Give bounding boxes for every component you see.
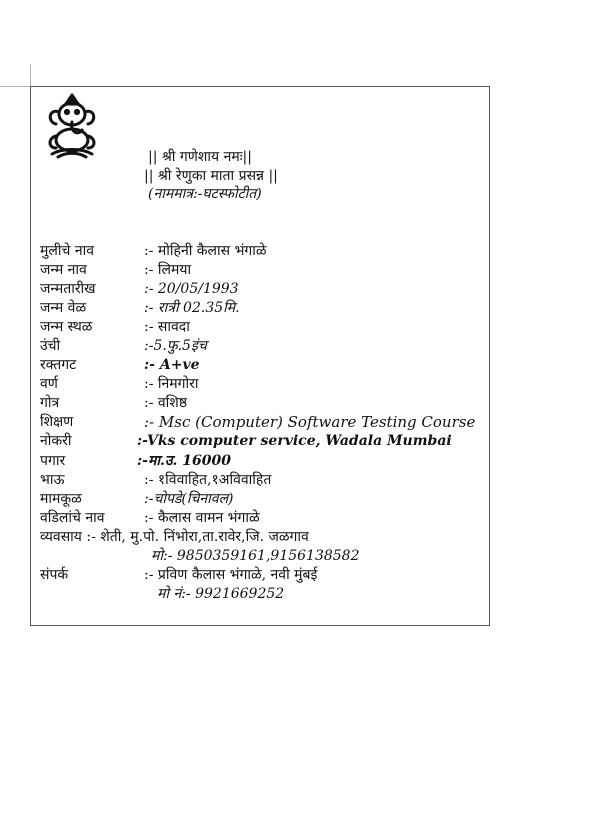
- field-label: जन्म स्थळ: [40, 319, 93, 335]
- crop-mark-vertical: [30, 64, 31, 86]
- field-label: वडिलांचे नाव: [40, 510, 105, 526]
- field-value: :- Msc (Computer) Software Testing Course: [144, 413, 476, 431]
- field-value: :-मा.उ. 16000: [137, 453, 231, 469]
- field-label: जन्म वेळ: [40, 300, 87, 316]
- field-label: भाऊ: [40, 472, 65, 488]
- field-label: जन्मतारीख: [40, 281, 96, 297]
- field-value: :- कैलास वामन भंगाळे: [144, 510, 260, 526]
- field-value: :-Vks computer service, Wadala Mumbai: [137, 433, 452, 449]
- field-label: मुलीचे नाव: [40, 243, 95, 259]
- field-value: :-5.फु.5इंच: [144, 338, 207, 354]
- header-invocation-ganesha: || श्री गणेशाय नमः||: [148, 149, 252, 165]
- field-value: :- लिमया: [144, 262, 192, 278]
- crop-mark-horizontal: [0, 86, 30, 87]
- business-mobile: मो:- 9850359161,9156138582: [151, 548, 360, 564]
- business-line: व्यवसाय :- शेती, मु.पो. निंभोरा,ता.रावेर,जि. जळगाव: [40, 529, 309, 545]
- header-invocation-renuka: || श्री रेणुका माता प्रसन्न ||: [144, 168, 278, 184]
- field-value: :- निमगोरा: [144, 376, 199, 392]
- field-value: :- A+ve: [144, 357, 200, 373]
- field-value: :-चोपडे(चिनावल): [144, 491, 234, 507]
- contact-label: संपर्क: [40, 567, 69, 583]
- field-label: मामकूळ: [40, 491, 82, 507]
- field-value: :- रात्री 02.35मि.: [144, 300, 240, 316]
- contact-mobile: मो नं:- 9921669252: [157, 586, 285, 602]
- header-marital-status: (नाममात्र:-घटस्फोटीत): [148, 186, 262, 202]
- field-value: :- १विवाहित,१अविवाहित: [144, 472, 272, 488]
- field-value: :- मोहिनी कैलास भंगाळे: [144, 243, 267, 259]
- field-value: :- 20/05/1993: [144, 281, 239, 297]
- ganesha-logo-icon: [42, 92, 102, 160]
- field-value: :- सावदा: [144, 319, 190, 335]
- field-label: उंची: [40, 338, 61, 354]
- field-label: नोकरी: [40, 433, 72, 449]
- field-label: वर्ण: [40, 376, 58, 392]
- contact-value: :- प्रविण कैलास भंगाळे, नवी मुंबई: [144, 567, 318, 583]
- field-label: जन्म नाव: [40, 262, 87, 278]
- field-label: शिक्षण: [40, 414, 74, 430]
- field-label: पगार: [40, 453, 66, 469]
- field-value: :- वशिष्ठ: [144, 395, 188, 411]
- field-label: गोत्र: [40, 395, 60, 411]
- field-label: रक्तगट: [40, 357, 77, 373]
